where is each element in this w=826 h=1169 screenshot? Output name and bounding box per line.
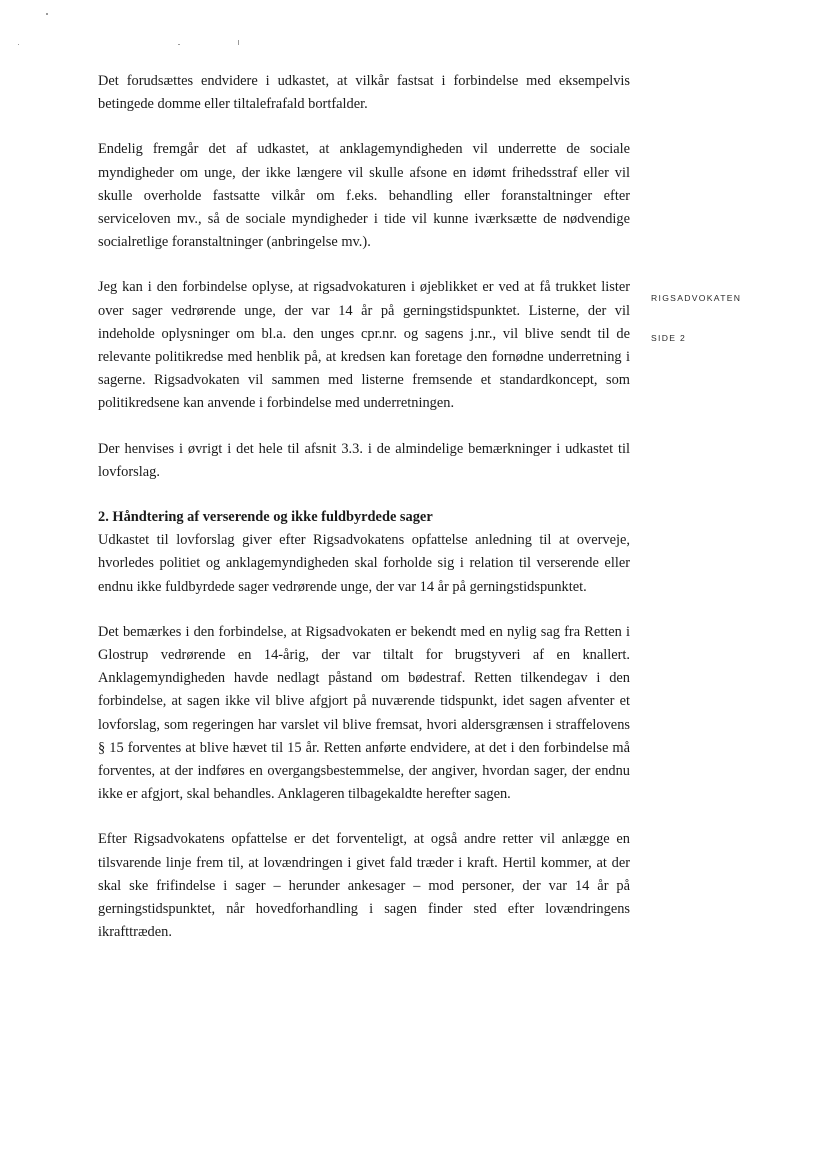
- paragraph-glostrup-case: Det bemærkes i den forbindelse, at Rigsadvokaten er bekendt med en nylig sag fra Retten i Glostrup vedrørende en 14-årig, der var tiltalt for brugstyveri af en knallert. Anklagemyndigheden havde nedlagt påstand om bødestraf. Retten tilkendegav i den forbindelse, at sagen ikke vil blive afgjort på nuværende tidspunkt, idet sagen afventer et lovforslag, som regeringen har varslet vil blive fremsat, hvori aldersgrænsen i straffelovens § 15 forventes at blive hævet til 15 år. Retten anførte endvidere, at det i den forbindelse må forventes, at der indføres en overgangsbestemmelse, der angiver, hvordan sager, der endnu ikke er afgjort, skal behandles. Anklageren tilbagekaldte herefter sagen.: [98, 623, 630, 803]
- scan-speck: [238, 40, 239, 45]
- section-2: [98, 506, 630, 599]
- scan-speck: [18, 44, 19, 45]
- scan-speck: [46, 13, 48, 15]
- paragraph-reference: Der henvises i øvrigt i det hele til afsnit 3.3. i de almindelige bemærkninger i udkastet til lovforslag.: [98, 440, 630, 480]
- paragraph-pending-cases: Udkastet til lovforslag giver efter Rigsadvokatens opfattelse anledning til at overveje, hvorledes politiet og anklagemyndigheden skal forholde sig i relation til verserende eller endnu ikke fuldbyrdede sager vedrørende unge, der var 14 år på gerningstidspunktet.: [98, 532, 630, 595]
- sender-label: RIGSADVOKATEN: [651, 293, 742, 303]
- paragraph-social-authorities: Endelig fremgår det af udkastet, at anklagemyndigheden vil underrette de sociale myndigheder om unge, der ikke længere vil skulle afsone en idømt frihedsstraf eller vil skulle overholde fastsatte vilkår om f.eks. behandling eller foranstaltninger efter serviceloven mv., så de sociale myndigheder i tide vil kunne iværksætte de nødvendige socialretlige foranstaltninger (anbringelse mv.).: [98, 141, 630, 251]
- section-heading: 2. Håndtering af verserende og ikke fuldbyrdede sager: [98, 509, 433, 526]
- paragraph-other-courts: Efter Rigsadvokatens opfattelse er det forventeligt, at også andre retter vil anlægge en tilsvarende linje frem til, at lovændringen i givet fald træder i kraft. Hertil kommer, at der skal ske frifindelse i sager – herunder ankesager – mod personer, der var 14 år på gerningstidspunktet, når hovedforhandling i sagen finder sted efter lovændringens ikrafttræden.: [98, 831, 630, 941]
- paragraph-conditions: Det forudsættes endvidere i udkastet, at vilkår fastsat i forbindelse med eksempelvis betingede domme eller tiltalefrafald bortfalder.: [98, 73, 630, 113]
- scan-speck: [178, 44, 180, 45]
- letter-body: [98, 70, 630, 967]
- page-number: SIDE 2: [651, 333, 687, 343]
- paragraph-case-lists: Jeg kan i den forbindelse oplyse, at rigsadvokaturen i øjeblikket er ved at få trukket lister over sager vedrørende unge, der var 14 år på gerningstidspunktet. Listerne, der vil indeholde oplysninger om bl.a. den unges cpr.nr. og sagens j.nr., vil blive sendt til de relevante politikredse med henblik på, at kredsen kan foretage den fornødne underretning i sagerne. Rigsadvokaten vil sammen med listerne fremsende et standardkoncept, som politikredsene kan anvende i forbindelse med underretningen.: [98, 279, 630, 412]
